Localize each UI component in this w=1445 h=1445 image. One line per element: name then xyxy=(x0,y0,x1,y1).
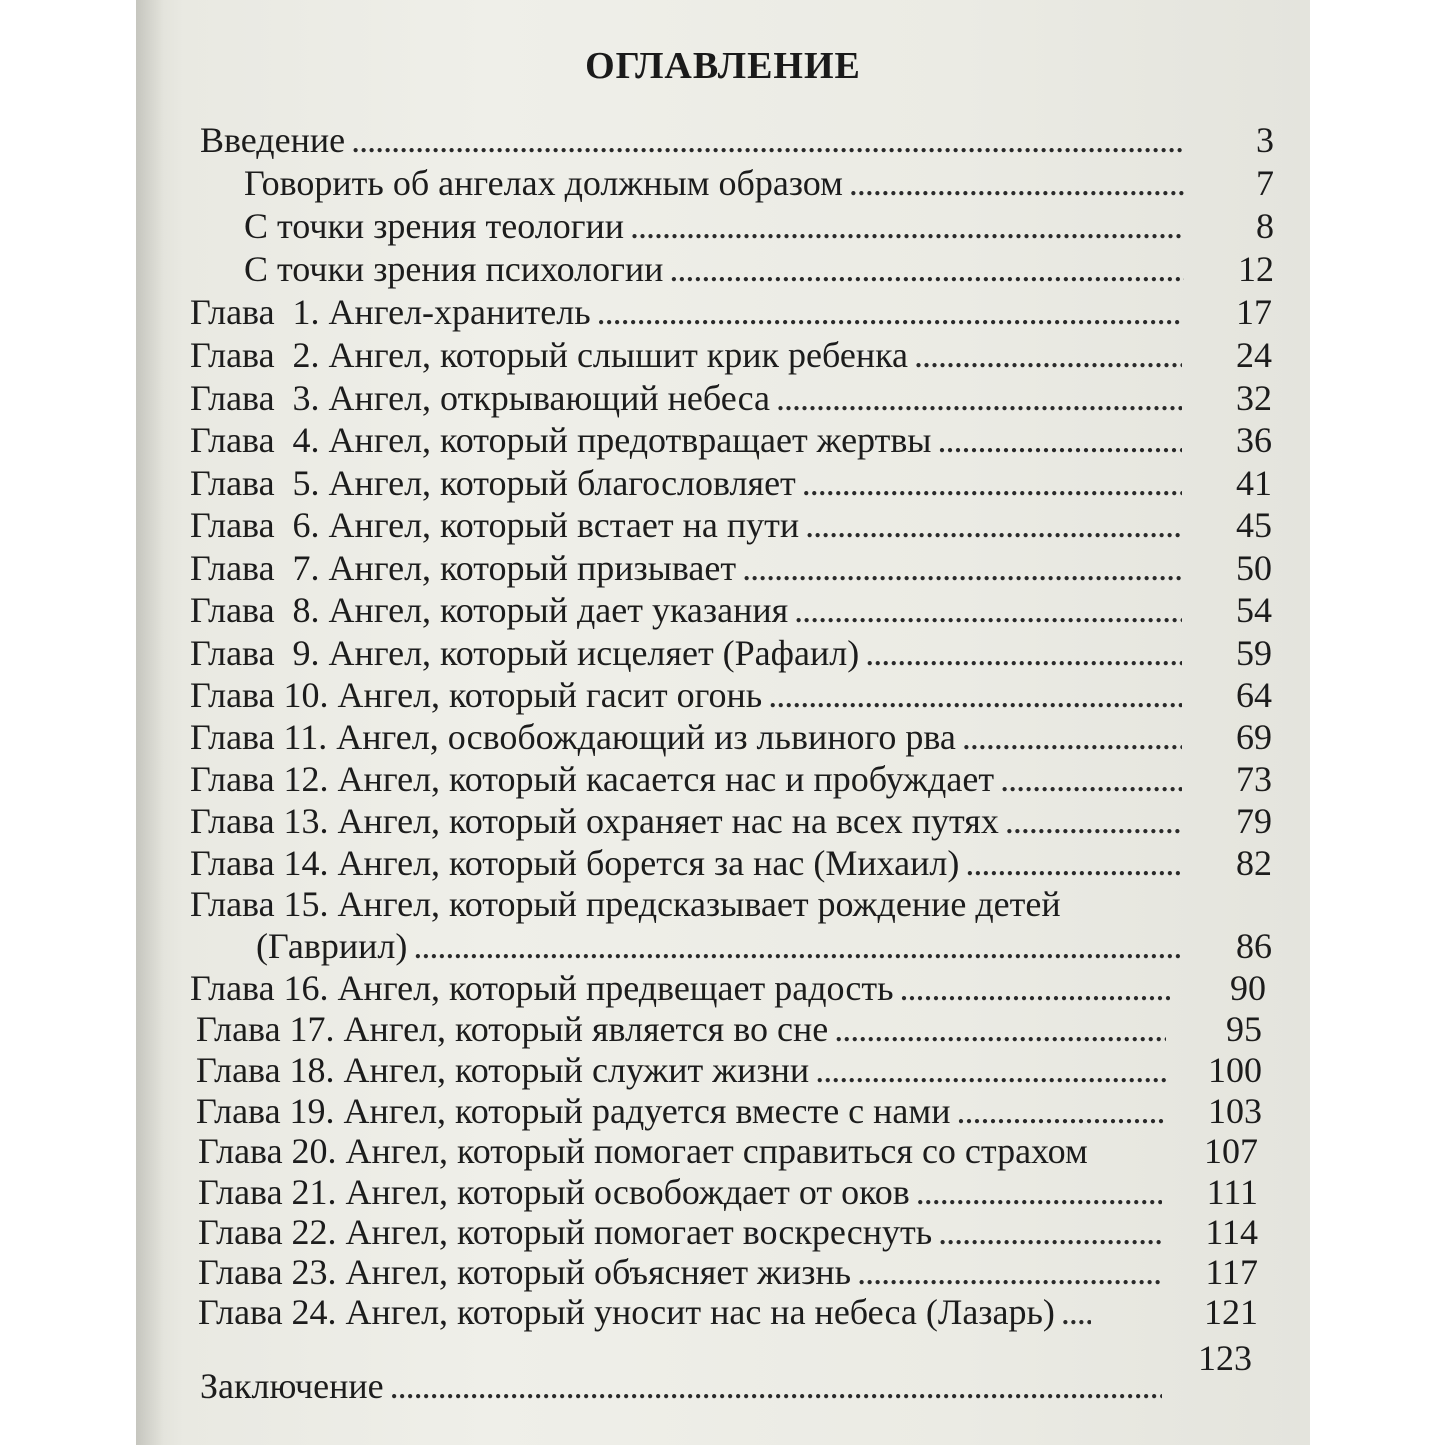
toc-entry-chapter xyxy=(190,966,1266,1010)
dot-leader xyxy=(390,1364,1162,1408)
toc-entry-subsection xyxy=(244,204,1274,248)
toc-entry-chapter xyxy=(190,376,1272,420)
toc-entry-chapter xyxy=(198,1290,1258,1334)
dot-leader xyxy=(956,1089,1166,1133)
dot-leader xyxy=(1061,1290,1091,1334)
toc-entry-page: 95 xyxy=(1226,1009,1262,1049)
toc-entry-page: 12 xyxy=(1238,249,1274,289)
dot-leader xyxy=(962,715,1182,759)
toc-entry-chapter xyxy=(198,1250,1258,1294)
toc-entry-page: 100 xyxy=(1208,1050,1262,1090)
toc-entry-chapter xyxy=(198,1129,1258,1173)
dot-leader xyxy=(794,588,1182,632)
toc-entry-page: 117 xyxy=(1205,1252,1258,1292)
toc-entry-text: Глава 23. Ангел, который объясняет жизнь xyxy=(198,1252,852,1292)
toc-entry-chapter xyxy=(190,841,1272,885)
dot-leader xyxy=(849,161,1184,205)
dot-leader xyxy=(768,673,1182,717)
dot-leader xyxy=(914,333,1182,377)
toc-entry-text: Глава 24. Ангел, который уносит нас на небеса (Лазарь) xyxy=(198,1292,1055,1332)
toc-entry-page: 8 xyxy=(1256,206,1274,246)
dot-leader xyxy=(938,1210,1162,1254)
toc-entry-text: Глава 7. Ангел, который призывает xyxy=(190,548,737,588)
toc-entry-text: Заключение xyxy=(200,1366,384,1406)
toc-entry-page: 24 xyxy=(1236,335,1272,375)
toc-entry-text: Введение xyxy=(200,120,346,160)
toc-entry-chapter xyxy=(198,1170,1258,1214)
toc-entry-text: Глава 20. Ангел, который помогает справиться со страхом xyxy=(198,1131,1088,1171)
toc-entry-text: Глава 11. Ангел, освобождающий из львиного рва xyxy=(190,717,956,757)
dot-leader xyxy=(834,1007,1166,1051)
toc-entry-page: 82 xyxy=(1236,843,1272,883)
toc-entry-chapter xyxy=(196,1048,1262,1092)
toc-entry-chapter xyxy=(196,1089,1262,1133)
table-of-contents xyxy=(136,0,1310,1445)
toc-entry-text: Глава 16. Ангел, который предвещает радость xyxy=(190,968,894,1008)
toc-entry-text: Глава 13. Ангел, который охраняет нас на всех путях xyxy=(190,801,999,841)
dot-leader xyxy=(742,546,1182,590)
toc-entry-page: 107 xyxy=(1204,1131,1258,1171)
toc-entry-chapter xyxy=(190,333,1272,377)
toc-entry-text: Глава 3. Ангел, открывающий небеса xyxy=(190,378,770,418)
dot-leader xyxy=(802,461,1182,505)
dot-leader xyxy=(900,966,1170,1010)
toc-entry-text: С точки зрения психологии xyxy=(244,249,664,289)
dot-leader xyxy=(630,204,1184,248)
toc-entry-page: 45 xyxy=(1236,505,1272,545)
toc-entry-chapter xyxy=(190,673,1272,717)
toc-entry-chapter xyxy=(190,588,1272,632)
dot-leader xyxy=(1000,757,1182,801)
toc-entry-page: 86 xyxy=(1236,926,1272,966)
toc-entry-chapter-15-line1: Глава 15. Ангел, который предсказывает рождение детей xyxy=(190,884,1061,924)
toc-entry-page: 114 xyxy=(1205,1212,1258,1252)
page-title: ОГЛАВЛЕНИЕ xyxy=(585,45,861,87)
toc-entry-text: Глава 1. Ангел-хранитель xyxy=(190,292,591,332)
toc-entry-page: 64 xyxy=(1236,675,1272,715)
dot-leader xyxy=(916,1170,1162,1214)
toc-entry-chapter xyxy=(198,1210,1258,1254)
toc-entry-chapter xyxy=(190,757,1272,801)
toc-entry-text: Говорить об ангелах должным образом xyxy=(244,163,843,203)
toc-entry-text: Глава 12. Ангел, который касается нас и пробуждает xyxy=(190,759,995,799)
toc-entry-text: Глава 6. Ангел, который встает на пути xyxy=(190,505,800,545)
toc-entry-text: С точки зрения теологии xyxy=(244,206,624,246)
toc-entry-chapter xyxy=(190,631,1272,675)
dot-leader xyxy=(1005,799,1182,843)
dot-leader xyxy=(776,376,1182,420)
book-page xyxy=(136,0,1310,1445)
toc-entry-text: Глава 4. Ангел, который предотвращает жертвы xyxy=(190,420,932,460)
toc-entry-text: Глава 5. Ангел, который благословляет xyxy=(190,463,796,503)
toc-entry-text: Глава 21. Ангел, который освобождает от оков xyxy=(198,1172,910,1212)
toc-entry-chapter xyxy=(190,546,1272,590)
toc-entry-text: Глава 14. Ангел, который борется за нас (Михаил) xyxy=(190,843,960,883)
toc-entry-chapter xyxy=(190,799,1272,843)
toc-entry-text: Глава 10. Ангел, который гасит огонь xyxy=(190,675,763,715)
toc-entry-page: 50 xyxy=(1236,548,1272,588)
toc-entry-page: 36 xyxy=(1236,420,1272,460)
dot-leader xyxy=(938,418,1183,462)
dot-leader xyxy=(965,841,1182,885)
toc-entry-page: 90 xyxy=(1230,968,1266,1008)
toc-entry-page: 103 xyxy=(1208,1091,1262,1131)
toc-entry-page: 41 xyxy=(1236,463,1272,503)
toc-entry-chapter xyxy=(196,1007,1262,1051)
toc-entry-text: Глава 22. Ангел, который помогает воскреснуть xyxy=(198,1212,933,1252)
dot-leader xyxy=(815,1048,1166,1092)
toc-entry-text: Глава 18. Ангел, который служит жизни xyxy=(196,1050,810,1090)
toc-entry-page: 121 xyxy=(1204,1292,1258,1332)
toc-entry-page: 123 xyxy=(1198,1338,1252,1378)
toc-entry-text: Глава 2. Ангел, который слышит крик ребенка xyxy=(190,335,909,375)
toc-entry-page: 32 xyxy=(1236,378,1272,418)
dot-leader xyxy=(857,1250,1162,1294)
dot-leader xyxy=(597,290,1182,334)
dot-leader xyxy=(669,247,1184,291)
toc-entry-page: 7 xyxy=(1256,163,1274,203)
dot-leader xyxy=(805,503,1182,547)
toc-entry-subsection xyxy=(244,247,1274,291)
toc-entry-introduction xyxy=(200,118,1274,162)
toc-entry-page: 69 xyxy=(1236,717,1272,757)
dot-leader xyxy=(865,631,1182,675)
toc-entry-chapter xyxy=(190,503,1272,547)
toc-entry-text: Глава 9. Ангел, который исцеляет (Рафаил) xyxy=(190,633,860,673)
toc-entry-conclusion xyxy=(200,1338,1252,1408)
toc-entry-page: 59 xyxy=(1236,633,1272,673)
toc-entry-subsection xyxy=(244,161,1274,205)
toc-entry-chapter xyxy=(190,461,1272,505)
toc-entry-page: 79 xyxy=(1236,801,1272,841)
dot-leader xyxy=(351,118,1184,162)
toc-entry-text: Глава 17. Ангел, который является во сне xyxy=(196,1009,829,1049)
toc-entry-chapter xyxy=(190,715,1272,759)
toc-entry-text: Глава 19. Ангел, который радуется вместе с нами xyxy=(196,1091,951,1131)
toc-entry-page: 3 xyxy=(1256,120,1274,160)
toc-entry-text: Глава 8. Ангел, который дает указания xyxy=(190,590,789,630)
dot-leader xyxy=(413,924,1182,968)
toc-entry-text: (Гавриил) xyxy=(256,926,408,966)
toc-entry-chapter xyxy=(190,418,1272,462)
toc-entry-chapter-15-line2 xyxy=(256,924,1272,968)
toc-entry-page: 17 xyxy=(1236,292,1272,332)
toc-entry-page: 111 xyxy=(1206,1172,1258,1212)
toc-entry-page: 73 xyxy=(1236,759,1272,799)
toc-entry-chapter xyxy=(190,290,1272,334)
toc-entry-page: 54 xyxy=(1236,590,1272,630)
